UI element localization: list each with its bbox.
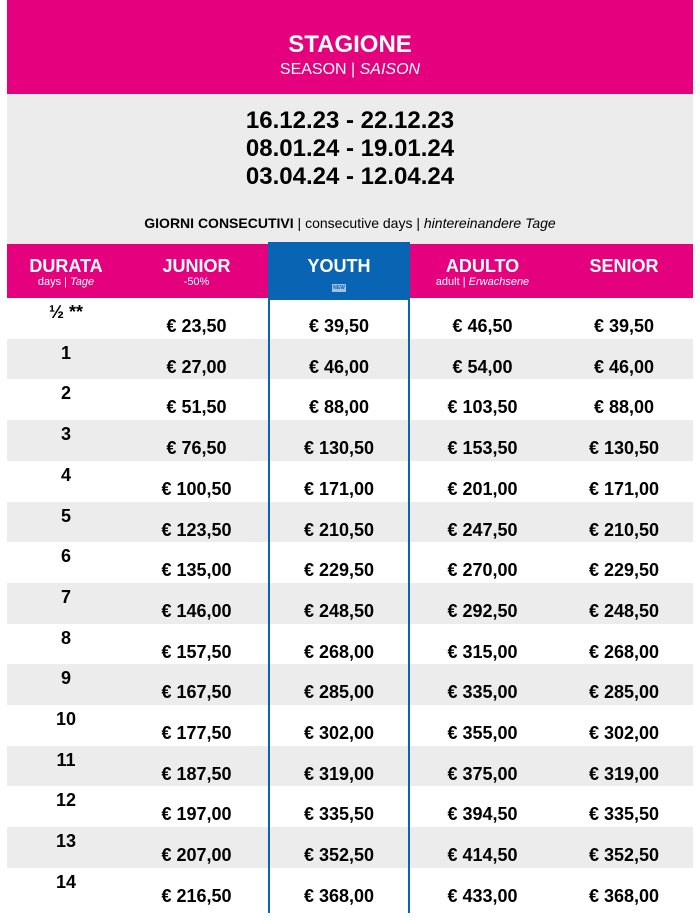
separator: | <box>293 215 306 231</box>
junior-price-cell: € 23,50 <box>166 316 227 336</box>
duration-cell: 7 <box>60 586 71 607</box>
youth-price-cell: € 319,00 <box>303 763 375 784</box>
consecutive-days-en: consecutive days <box>305 215 413 231</box>
season-header <box>7 0 693 94</box>
adult-price-cell: € 433,00 <box>447 885 518 906</box>
separator: | <box>412 215 424 231</box>
youth-price-cell: € 268,00 <box>303 641 375 662</box>
column-header-duration <box>7 244 125 298</box>
table-row <box>7 705 693 746</box>
date-range: 03.04.24 - 12.04.24 <box>245 163 455 190</box>
adult-price-cell: € 335,00 <box>447 682 518 703</box>
table-row <box>7 583 693 624</box>
consecutive-days-de: hintereinandere Tage <box>423 215 556 231</box>
junior-price-cell: € 123,50 <box>161 519 232 540</box>
adult-price-cell: € 201,00 <box>447 478 518 499</box>
adult-price-cell: € 247,50 <box>447 519 518 540</box>
youth-price-cell: € 352,50 <box>303 845 375 866</box>
table-row <box>7 827 693 868</box>
junior-price-cell: € 100,50 <box>161 478 232 499</box>
column-label: SENIOR <box>589 256 659 276</box>
column-header-junior <box>125 244 268 298</box>
senior-price-cell: € 268,00 <box>588 641 660 662</box>
adult-price-cell: € 394,50 <box>447 804 518 825</box>
junior-price-cell: € 146,00 <box>161 600 232 621</box>
season-title: STAGIONE <box>288 31 412 58</box>
date-range: 16.12.23 - 22.12.23 <box>245 107 455 134</box>
table-row <box>7 664 693 705</box>
sublabel-de: Tage <box>70 276 95 288</box>
junior-price-cell: € 135,00 <box>161 560 232 581</box>
senior-price-cell: € 39,50 <box>593 316 655 336</box>
adult-price-cell: € 375,00 <box>447 763 518 784</box>
senior-price-cell: € 171,00 <box>588 478 660 499</box>
column-header-youth <box>268 242 410 300</box>
youth-price-cell: € 171,00 <box>303 478 375 499</box>
duration-cell: 8 <box>60 627 71 648</box>
adult-price-cell: € 54,00 <box>452 356 513 377</box>
season-dates-panel <box>7 94 693 244</box>
table-row <box>7 379 693 420</box>
column-header-senior <box>555 244 693 298</box>
table-row <box>7 502 693 543</box>
adult-price-cell: € 355,00 <box>447 723 518 743</box>
date-ranges <box>7 107 693 191</box>
senior-price-cell: € 335,50 <box>588 804 660 825</box>
youth-price-cell: € 88,00 <box>308 397 370 418</box>
senior-price-cell: € 130,50 <box>588 438 660 459</box>
senior-price-cell: € 319,00 <box>588 763 660 784</box>
duration-cell: 2 <box>60 383 71 404</box>
youth-price-cell: € 39,50 <box>308 316 370 336</box>
youth-price-cell: € 248,50 <box>303 600 375 621</box>
junior-price-cell: € 51,50 <box>166 397 227 418</box>
adult-price-cell: € 270,00 <box>447 560 518 581</box>
senior-price-cell: € 46,00 <box>593 356 655 377</box>
duration-cell: 13 <box>55 831 77 852</box>
date-range: 08.01.24 - 19.01.24 <box>245 135 455 162</box>
junior-price-cell: € 216,50 <box>161 885 232 906</box>
junior-price-cell: € 207,00 <box>161 845 232 866</box>
junior-price-cell: € 177,50 <box>161 723 232 743</box>
table-row <box>7 298 693 339</box>
duration-cell: 9 <box>60 668 71 689</box>
junior-price-cell: € 197,00 <box>161 804 232 825</box>
duration-cell: 11 <box>56 749 76 770</box>
senior-price-cell: € 248,50 <box>588 600 660 621</box>
table-row <box>7 339 693 380</box>
sublabel-de: Erwachsene <box>468 276 530 288</box>
season-subtitle-de: SAISON <box>359 61 421 78</box>
column-label: DURATA <box>29 256 103 276</box>
youth-price-cell: € 368,00 <box>303 885 375 906</box>
column-sublabel <box>410 276 555 289</box>
season-subtitle <box>7 61 693 79</box>
new-badge: NEW <box>333 285 345 291</box>
duration-cell: 10 <box>55 709 77 729</box>
table-row <box>7 746 693 787</box>
separator: | <box>346 61 360 78</box>
junior-price-cell: € 157,50 <box>161 641 232 662</box>
column-label: YOUTH <box>307 256 371 276</box>
season-subtitle-en: SEASON <box>279 61 347 78</box>
price-table-header <box>7 244 693 298</box>
duration-cell: 1 <box>60 342 71 363</box>
junior-price-cell: € 76,50 <box>166 438 227 459</box>
duration-cell: 5 <box>60 505 71 526</box>
youth-price-cell: € 229,50 <box>303 560 375 581</box>
table-row <box>7 868 693 909</box>
column-sublabel: -50% <box>183 276 210 288</box>
duration-cell: ½ ** <box>48 302 84 322</box>
youth-price-cell: € 210,50 <box>303 519 375 540</box>
table-row <box>7 542 693 583</box>
youth-price-cell: € 302,00 <box>303 723 375 743</box>
junior-price-cell: € 167,50 <box>161 682 232 703</box>
adult-price-cell: € 315,00 <box>447 641 518 662</box>
separator: | <box>459 276 469 288</box>
senior-price-cell: € 352,50 <box>588 845 660 866</box>
consecutive-days-it: GIORNI CONSECUTIVI <box>144 215 294 231</box>
senior-price-cell: € 229,50 <box>588 560 660 581</box>
duration-cell: 12 <box>55 790 77 811</box>
junior-price-cell: € 27,00 <box>166 356 227 377</box>
junior-price-cell: € 187,50 <box>161 763 232 784</box>
senior-price-cell: € 88,00 <box>593 397 655 418</box>
adult-price-cell: € 292,50 <box>447 600 518 621</box>
consecutive-days-note <box>7 214 693 232</box>
table-row <box>7 420 693 461</box>
column-sublabel <box>7 276 125 289</box>
senior-price-cell: € 285,00 <box>588 682 660 703</box>
adult-price-cell: € 153,50 <box>447 438 518 459</box>
sublabel-en: days <box>37 276 62 288</box>
duration-cell: 14 <box>55 871 77 892</box>
youth-price-cell: € 335,50 <box>303 804 375 825</box>
table-row <box>7 624 693 665</box>
senior-price-cell: € 302,00 <box>588 723 660 743</box>
youth-price-cell: € 46,00 <box>308 356 370 377</box>
column-label: JUNIOR <box>162 256 231 276</box>
adult-price-cell: € 414,50 <box>447 845 518 866</box>
adult-price-cell: € 103,50 <box>447 397 518 418</box>
table-row <box>7 786 693 827</box>
duration-cell: 6 <box>60 546 71 567</box>
column-header-adult <box>410 244 555 298</box>
column-label: ADULTO <box>445 256 520 276</box>
duration-cell: 3 <box>60 424 71 445</box>
youth-price-cell: € 130,50 <box>303 438 375 459</box>
table-row <box>7 461 693 502</box>
sublabel-en: adult <box>435 276 460 288</box>
senior-price-cell: € 368,00 <box>588 885 660 906</box>
youth-price-cell: € 285,00 <box>303 682 375 703</box>
senior-price-cell: € 210,50 <box>588 519 660 540</box>
duration-cell: 4 <box>60 464 71 485</box>
separator: | <box>61 276 71 288</box>
adult-price-cell: € 46,50 <box>452 316 513 336</box>
